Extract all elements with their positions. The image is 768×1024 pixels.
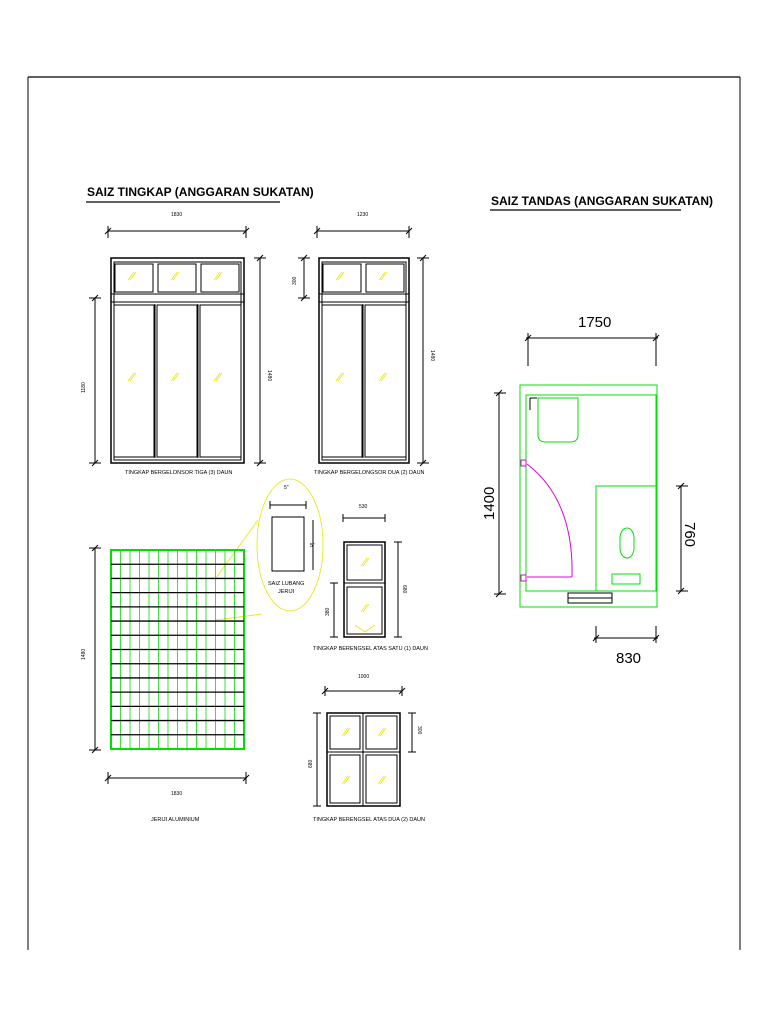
sliding-three-height-lower: 1180 xyxy=(81,382,87,393)
toilet-inner-height: 760 xyxy=(681,522,698,548)
grille-hole-label-1: SAIZ LUBANG xyxy=(268,581,305,587)
top-hung-single-height-lower: 380 xyxy=(325,607,331,616)
aluminium-grille xyxy=(81,545,249,823)
grille-label: JERIJI ALUMINIUM xyxy=(151,817,200,823)
grille-bars xyxy=(111,550,244,749)
sliding-two-window xyxy=(292,212,435,476)
top-hung-double-window xyxy=(308,674,425,823)
top-hung-single-width: 530 xyxy=(359,504,368,510)
sliding-three-width: 1830 xyxy=(171,212,183,218)
grille-height: 1480 xyxy=(81,648,87,660)
grille-hole-label-2: JERIJI xyxy=(278,589,295,595)
grille-width: 1830 xyxy=(171,791,183,797)
sliding-three-height-total: 1480 xyxy=(266,370,272,382)
toilet-plan xyxy=(481,314,698,667)
top-hung-double-label: TINGKAP BERENGSEL ATAS DUA (2) DAUN xyxy=(313,817,425,823)
toilet-height: 1400 xyxy=(481,486,498,520)
sliding-three-label: TINGKAP BERGELONSOR TIGA (3) DAUN xyxy=(125,470,233,476)
top-hung-single-height-total: 680 xyxy=(401,585,407,594)
sliding-two-height-total: 1480 xyxy=(429,350,435,362)
toilet-width: 1750 xyxy=(578,314,612,331)
top-hung-double-width: 1000 xyxy=(358,674,370,680)
windows-section-title: SAIZ TINGKAP (ANGGARAN SUKATAN) xyxy=(87,185,314,199)
top-hung-double-height-top: 300 xyxy=(416,726,422,735)
grille-hole-width: 5" xyxy=(284,485,289,491)
sliding-two-label: TINGKAP BERGELONGSOR DUA (2) DAUN xyxy=(314,470,425,476)
toilet-inner-width: 830 xyxy=(616,650,642,667)
top-hung-single-label: TINGKAP BERENGSEL ATAS SATU (1) DAUN xyxy=(313,646,428,652)
toilet-section-title: SAIZ TANDAS (ANGGARAN SUKATAN) xyxy=(491,194,713,208)
grille-hole-height: 5" xyxy=(310,543,315,549)
sliding-three-window xyxy=(81,212,272,476)
sliding-two-height-top: 300 xyxy=(292,276,298,285)
top-hung-double-height-total: 680 xyxy=(308,759,314,768)
sliding-two-width: 1230 xyxy=(357,212,369,218)
top-hung-single-window xyxy=(313,504,428,652)
